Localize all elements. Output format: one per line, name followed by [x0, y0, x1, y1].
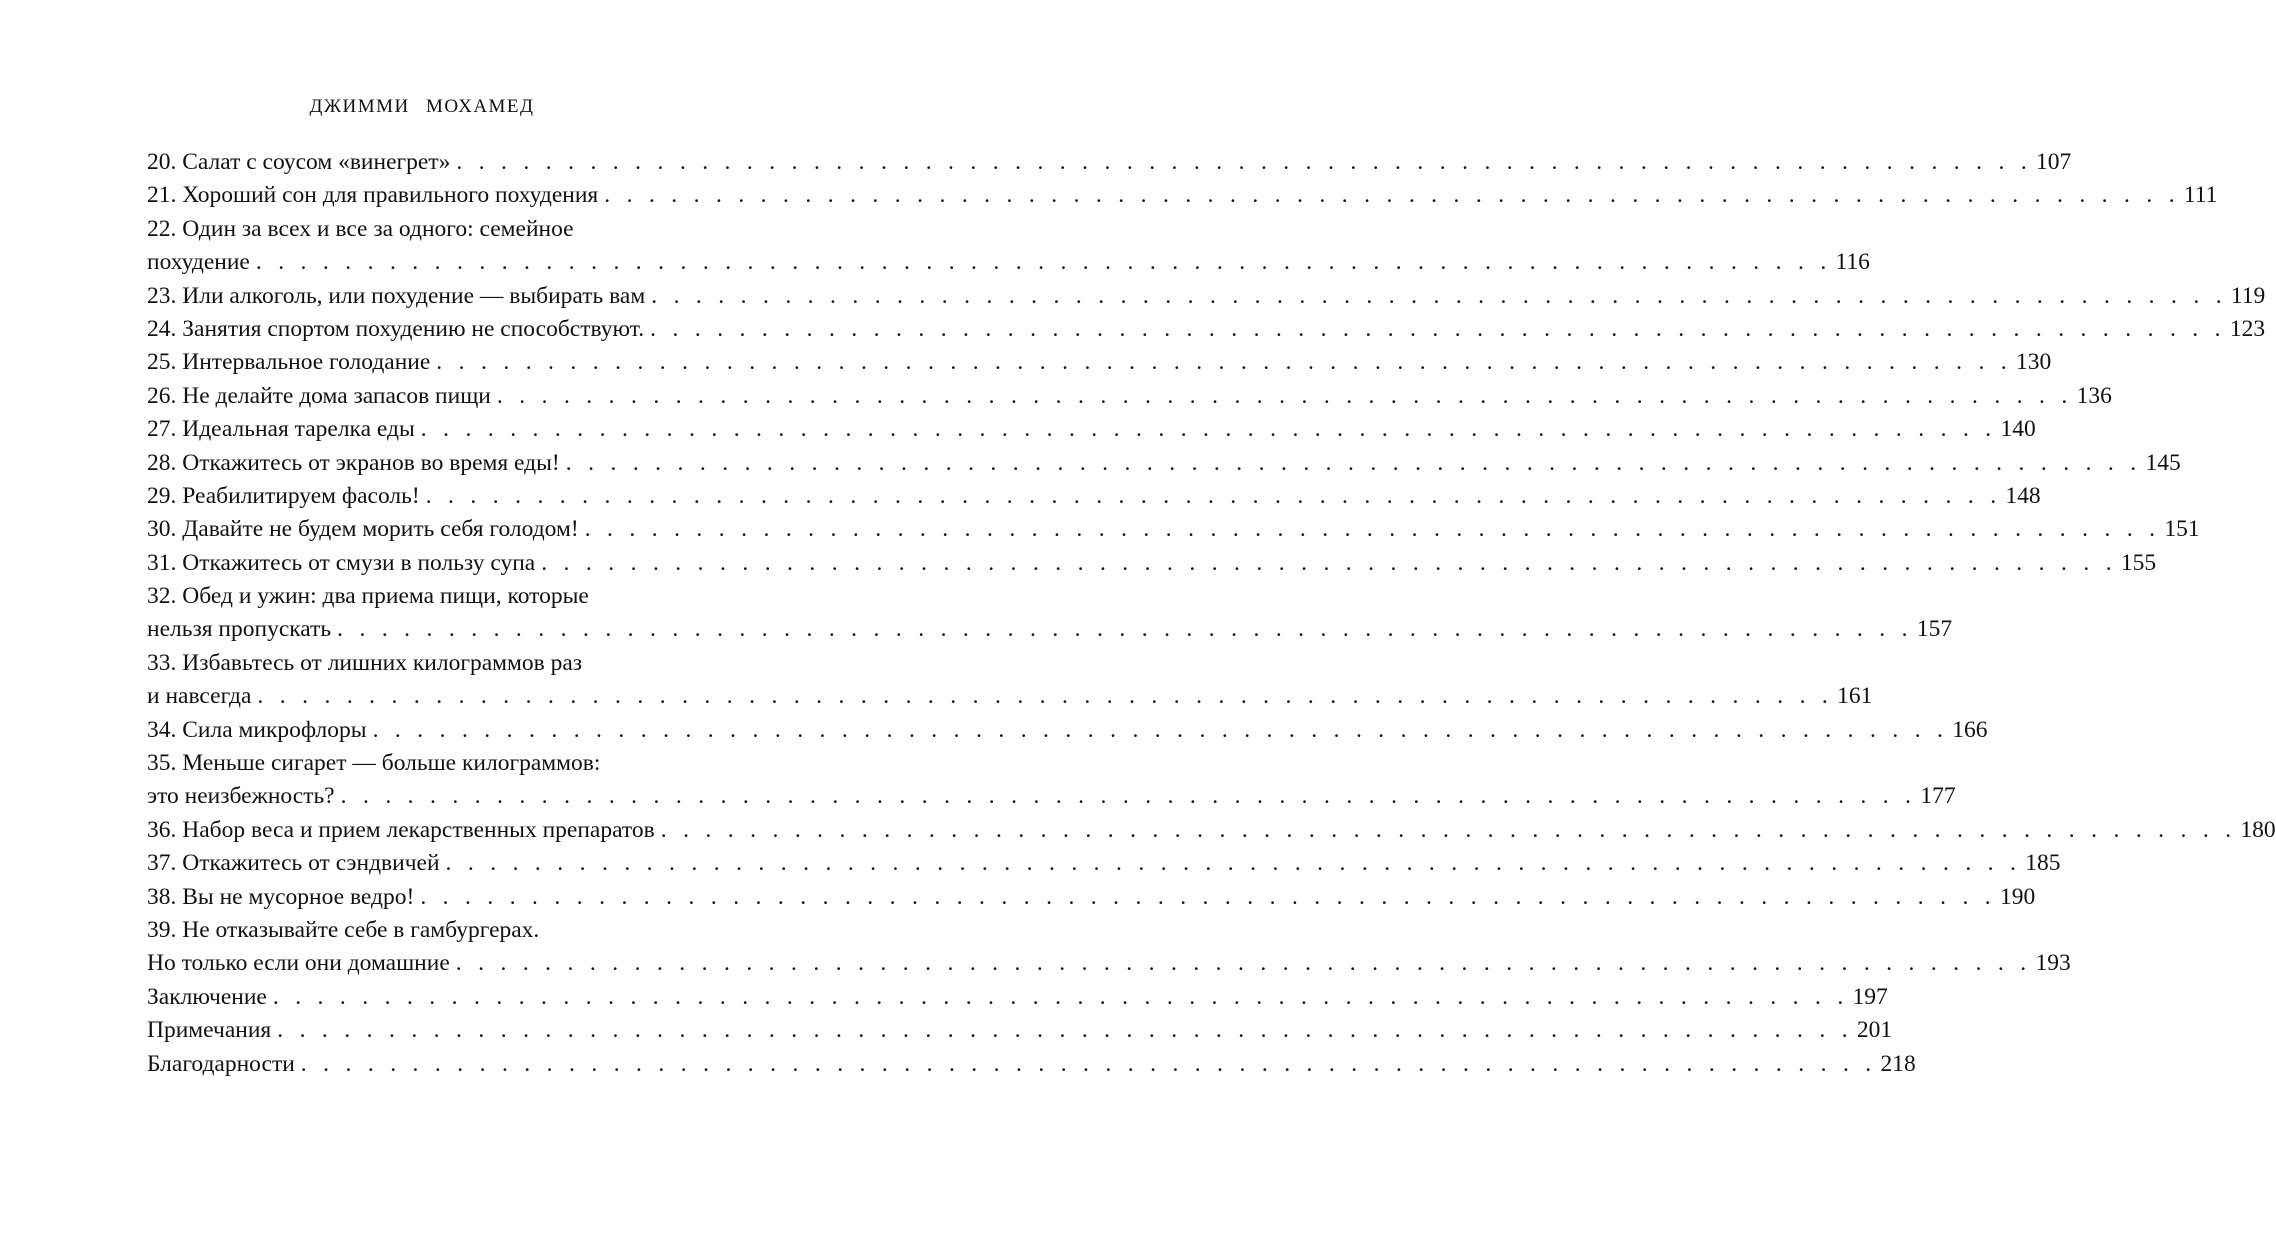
toc-entry-title: 34. Сила микрофлоры [147, 716, 367, 743]
toc-entry-page-number: 166 [1952, 716, 1988, 743]
toc-entry-page-number: 136 [2076, 382, 2112, 409]
toc-entry-leader: . . . . . . . . . . . . . . . . . . . . . . . . . . . . . . . . . . . . . . . . . . . . . . . . . . . . . . . . . . . . . . . . . . . . . . . [272, 983, 1849, 1010]
toc-entry-leader: . . . . . . . . . . . . . . . . . . . . . . . . . . . . . . . . . . . . . . . . . . . . . . . . . . . . . . . . . . . . . . . . . . . . . . . [584, 516, 2161, 543]
toc-entry-title: 27. Идеальная тарелка еды [147, 416, 415, 443]
toc-entry-title: Заключение [147, 983, 267, 1010]
toc-entry-leader: . . . . . . . . . . . . . . . . . . . . . . . . . . . . . . . . . . . . . . . . . . . . . . . . . . . . . . . . . . . . . . . . . . . . . . . [565, 449, 2142, 476]
toc-entry-title: 39. Не отказывайте себе в гамбургерах. [147, 916, 540, 943]
toc-entry-page-number: 185 [2025, 850, 2061, 877]
toc-entry-page-number: 123 [2229, 315, 2266, 342]
toc-entry [147, 179, 2218, 212]
toc-entry-page-number: 116 [1835, 249, 1870, 276]
toc-entry-page-number: 157 [1916, 616, 1953, 643]
toc-entry [147, 547, 2157, 580]
toc-entry-page-number: 107 [2036, 149, 2072, 175]
toc-entry-leader: . . . . . . . . . . . . . . . . . . . . . . . . . . . . . . . . . . . . . . . . . . . . . . . . . . . . . . . . . . . . . . . . . . . . . . . [425, 482, 2002, 509]
toc-entry [147, 847, 2061, 880]
toc-entry-title: похудение [147, 249, 250, 276]
toc-entry [147, 346, 2052, 379]
toc-entry-title: 29. Реабилитируем фасоль! [147, 482, 420, 509]
toc-entry-page-number: 145 [2145, 449, 2181, 476]
toc-entry-leader: . . . . . . . . . . . . . . . . . . . . . . . . . . . . . . . . . . . . . . . . . . . . . . . . . . . . . . . . . . . . . . . . . . . . . . . [660, 816, 2237, 843]
toc-entry-page-number: 148 [2005, 482, 2041, 509]
toc-entry [147, 246, 1870, 279]
toc-entry-title: 30. Давайте не будем морить себя голодом! [147, 516, 579, 543]
toc-entry-page-number: 140 [2000, 416, 2036, 443]
toc-entry-leader: . . . . . . . . . . . . . . . . . . . . . . . . . . . . . . . . . . . . . . . . . . . . . . . . . . . . . . . . . . . . . . . . . . . . . . . [420, 416, 1997, 443]
toc-entry [147, 447, 2181, 480]
toc-entry-page-number: 130 [2015, 349, 2052, 376]
toc-entry [147, 213, 737, 246]
toc-entry [147, 747, 737, 780]
toc-entry-page-number: 151 [2164, 516, 2200, 543]
toc-entry [147, 413, 2036, 446]
toc-entry [147, 480, 2041, 513]
toc-entry [147, 881, 2036, 914]
toc-entry-leader: . . . . . . . . . . . . . . . . . . . . . . . . . . . . . . . . . . . . . . . . . . . . . . . . . . . . . . . . . . . . . . . . . . . . . . . [255, 249, 1832, 276]
toc-entry-leader: . . . . . . . . . . . . . . . . . . . . . . . . . . . . . . . . . . . . . . . . . . . . . . . . . . . . . . . . . . . . . . . . . . . . . . . [456, 149, 2033, 175]
toc-entry-title: 33. Избавьтесь от лишних килограммов раз [147, 649, 583, 676]
toc-entry-title: 23. Или алкоголь, или похудение — выбирать вам [147, 282, 646, 309]
toc-entry-title: 24. Занятия спортом похудению не способствуют. [147, 315, 645, 342]
toc-entry-title: это неизбежность? [147, 783, 335, 810]
toc-entry-title: 28. Откажитесь от экранов во время еды! [147, 449, 560, 476]
toc-entry-leader: . . . . . . . . . . . . . . . . . . . . . . . . . . . . . . . . . . . . . . . . . . . . . . . . . . . . . . . . . . . . . . . . . . . . . . . [650, 315, 2226, 342]
toc-entry-title: 22. Один за всех и все за одного: семейное [147, 215, 574, 242]
toc-entry [147, 513, 2200, 546]
toc-entry-page-number: 155 [2120, 549, 2157, 576]
toc-entry-title: 35. Меньше сигарет — больше килограммов: [147, 750, 601, 777]
toc-entry-title: 21. Хороший сон для правильного похудения [147, 182, 599, 209]
toc-entry [147, 680, 1873, 713]
toc-entry-leader: . . . . . . . . . . . . . . . . . . . . . . . . . . . . . . . . . . . . . . . . . . . . . . . . . . . . . . . . . . . . . . . . . . . . . . . [300, 1050, 1877, 1077]
toc-entry [147, 814, 2276, 847]
toc-entry-title: 37. Откажитесь от сэндвичей [147, 850, 440, 877]
toc-entry [147, 981, 1888, 1014]
toc-entry-title: 25. Интервальное голодание [147, 349, 431, 376]
toc-entry-leader: . . . . . . . . . . . . . . . . . . . . . . . . . . . . . . . . . . . . . . . . . . . . . . . . . . . . . . . . . . . . . . . . . . . . . . . [541, 549, 2117, 576]
toc-entry-title: 31. Откажитесь от смузи в пользу супа [147, 549, 536, 576]
toc-entry-title: Примечания [147, 1017, 272, 1044]
toc-entry [147, 613, 1953, 646]
toc-entry-title: и навсегда [147, 683, 252, 710]
toc-entry [147, 714, 1988, 747]
toc-entry-leader: . . . . . . . . . . . . . . . . . . . . . . . . . . . . . . . . . . . . . . . . . . . . . . . . . . . . . . . . . . . . . . . . . . . . . . . [436, 349, 2012, 376]
toc-entry [147, 580, 737, 613]
running-head: ДЖИММИ МОХАМЕД [309, 96, 535, 117]
toc-entry-page-number: 190 [2000, 883, 2036, 910]
toc-entry-page-number: 197 [1852, 983, 1888, 1010]
toc-entry-leader: . . . . . . . . . . . . . . . . . . . . . . . . . . . . . . . . . . . . . . . . . . . . . . . . . . . . . . . . . . . . . . . . . . . . . . . [337, 616, 1913, 643]
toc-entry [147, 380, 2112, 413]
toc-entry [147, 1048, 1916, 1081]
toc-entry-page-number: 218 [1880, 1050, 1916, 1077]
toc-entry-leader: . . . . . . . . . . . . . . . . . . . . . . . . . . . . . . . . . . . . . . . . . . . . . . . . . . . . . . . . . . . . . . . . . . . . . . . [420, 883, 1996, 910]
toc-entry-page-number: 201 [1856, 1017, 1893, 1044]
toc-entry-page-number: 119 [2230, 282, 2266, 309]
toc-entry-page-number: 180 [2240, 816, 2276, 843]
toc-entry [147, 313, 2266, 346]
toc-entry-title: 20. Салат с соусом «винегрет» [147, 149, 451, 175]
toc-entry-page-number: 111 [2183, 182, 2218, 209]
toc-entry-leader: . . . . . . . . . . . . . . . . . . . . . . . . . . . . . . . . . . . . . . . . . . . . . . . . . . . . . . . . . . . . . . . . . . . . . . . [455, 950, 2032, 977]
toc-entry-title: 26. Не делайте дома запасов пищи [147, 382, 491, 409]
toc-entry-leader: . . . . . . . . . . . . . . . . . . . . . . . . . . . . . . . . . . . . . . . . . . . . . . . . . . . . . . . . . . . . . . . . . . . . . . . [372, 716, 1949, 743]
toc-entry [147, 914, 737, 947]
toc-entry-page-number: 193 [2035, 950, 2071, 977]
toc-entry-leader: . . . . . . . . . . . . . . . . . . . . . . . . . . . . . . . . . . . . . . . . . . . . . . . . . . . . . . . . . . . . . . . . . . . . . . . [604, 182, 2180, 209]
toc-entry [147, 1014, 1893, 1047]
toc-entry-leader: . . . . . . . . . . . . . . . . . . . . . . . . . . . . . . . . . . . . . . . . . . . . . . . . . . . . . . . . . . . . . . . . . . . . . . . [651, 282, 2227, 309]
toc-entry-page-number: 177 [1920, 783, 1956, 810]
toc-entry-title: 36. Набор веса и прием лекарственных препаратов [147, 816, 655, 843]
toc-entry-leader: . . . . . . . . . . . . . . . . . . . . . . . . . . . . . . . . . . . . . . . . . . . . . . . . . . . . . . . . . . . . . . . . . . . . . . . [277, 1017, 1853, 1044]
toc-entry [147, 780, 1956, 813]
table-of-contents [147, 146, 2276, 1081]
toc-entry-title: нельзя пропускать [147, 616, 332, 643]
toc-entry-page-number: 161 [1837, 683, 1873, 710]
toc-entry-leader: . . . . . . . . . . . . . . . . . . . . . . . . . . . . . . . . . . . . . . . . . . . . . . . . . . . . . . . . . . . . . . . . . . . . . . . [496, 382, 2073, 409]
toc-entry-title: 32. Обед и ужин: два приема пищи, которые [147, 583, 589, 610]
toc-entry [147, 146, 2072, 179]
toc-entry [147, 280, 2266, 313]
toc-entry [147, 647, 737, 680]
toc-entry-leader: . . . . . . . . . . . . . . . . . . . . . . . . . . . . . . . . . . . . . . . . . . . . . . . . . . . . . . . . . . . . . . . . . . . . . . . [257, 683, 1834, 710]
toc-entry [147, 947, 2071, 980]
toc-entry-title: Благодарности [147, 1050, 295, 1077]
toc-entry-leader: . . . . . . . . . . . . . . . . . . . . . . . . . . . . . . . . . . . . . . . . . . . . . . . . . . . . . . . . . . . . . . . . . . . . . . . [445, 850, 2022, 877]
toc-entry-title: 38. Вы не мусорное ведро! [147, 883, 415, 910]
toc-entry-title: Но только если они домашние [147, 950, 450, 977]
toc-entry-leader: . . . . . . . . . . . . . . . . . . . . . . . . . . . . . . . . . . . . . . . . . . . . . . . . . . . . . . . . . . . . . . . . . . . . . . . [340, 783, 1917, 810]
